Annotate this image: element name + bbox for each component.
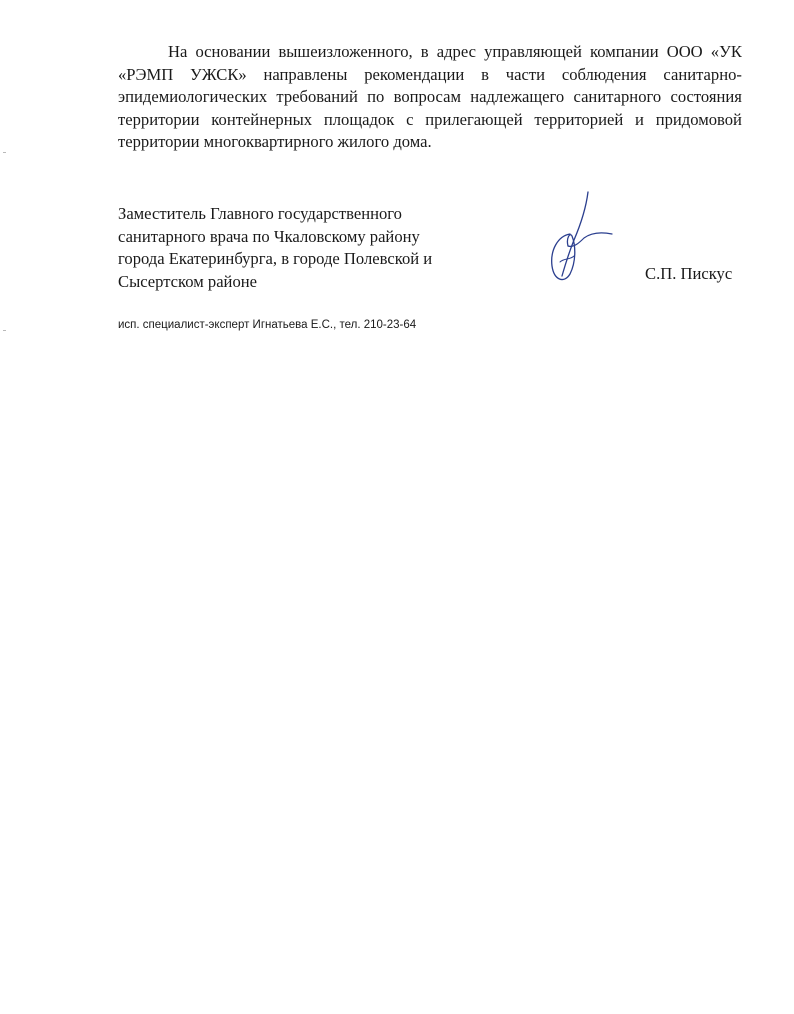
executor-contact: исп. специалист-эксперт Игнатьева Е.С., тел. 210-23-64 [118,319,417,331]
word: требований [276,87,358,106]
word: территории [118,109,200,129]
word: и [635,109,644,129]
word: ООО [666,42,703,61]
paragraph-line: территории многоквартирного жилого дома. [118,132,432,151]
word: прилегающей [425,109,523,129]
word: с [406,109,414,129]
signer-position-line: санитарного врача по Чкаловскому району [118,226,420,246]
handwritten-signature [540,188,620,288]
word: направлены [263,64,348,84]
word: в [481,64,489,84]
word: состояния [670,87,742,106]
word: площадок [323,109,395,129]
word: вопросам [393,87,461,106]
paragraph-line [118,41,742,64]
word: УЖСК» [190,64,247,84]
signer-position-line: города Екатеринбурга, в городе Полевской и [118,249,433,268]
word: территорией [534,109,624,129]
word: санитарно- [663,64,742,84]
word: в [420,42,429,61]
signer-position-line: Заместитель Главного государственного [118,204,402,223]
word: «УК [710,42,742,61]
word: адрес [436,42,476,61]
word: контейнерных [211,109,313,129]
signer-position [118,203,458,293]
word: компании [590,42,659,61]
paragraph-line [118,86,742,109]
word: вышеизложенного, [278,42,413,61]
word: На [168,42,188,61]
signer-name: С.П. Пискус [645,264,733,283]
word: основании [195,42,271,61]
word: надлежащего [470,87,565,106]
word: рекомендации [364,64,465,84]
word: придомовой [655,109,742,129]
word: управляющей [484,42,582,61]
body-paragraph [118,41,742,154]
paragraph-line [118,109,742,132]
word: соблюдения [561,64,647,84]
word: эпидемиологических [118,87,268,106]
paragraph-line [118,64,742,87]
scan-artifact [3,330,6,331]
word: по [367,87,385,106]
scan-artifact [3,152,6,153]
word: «РЭМП [118,64,174,84]
word: части [505,64,545,84]
word: санитарного [573,87,662,106]
signer-position-line: Сысертском районе [118,271,257,291]
